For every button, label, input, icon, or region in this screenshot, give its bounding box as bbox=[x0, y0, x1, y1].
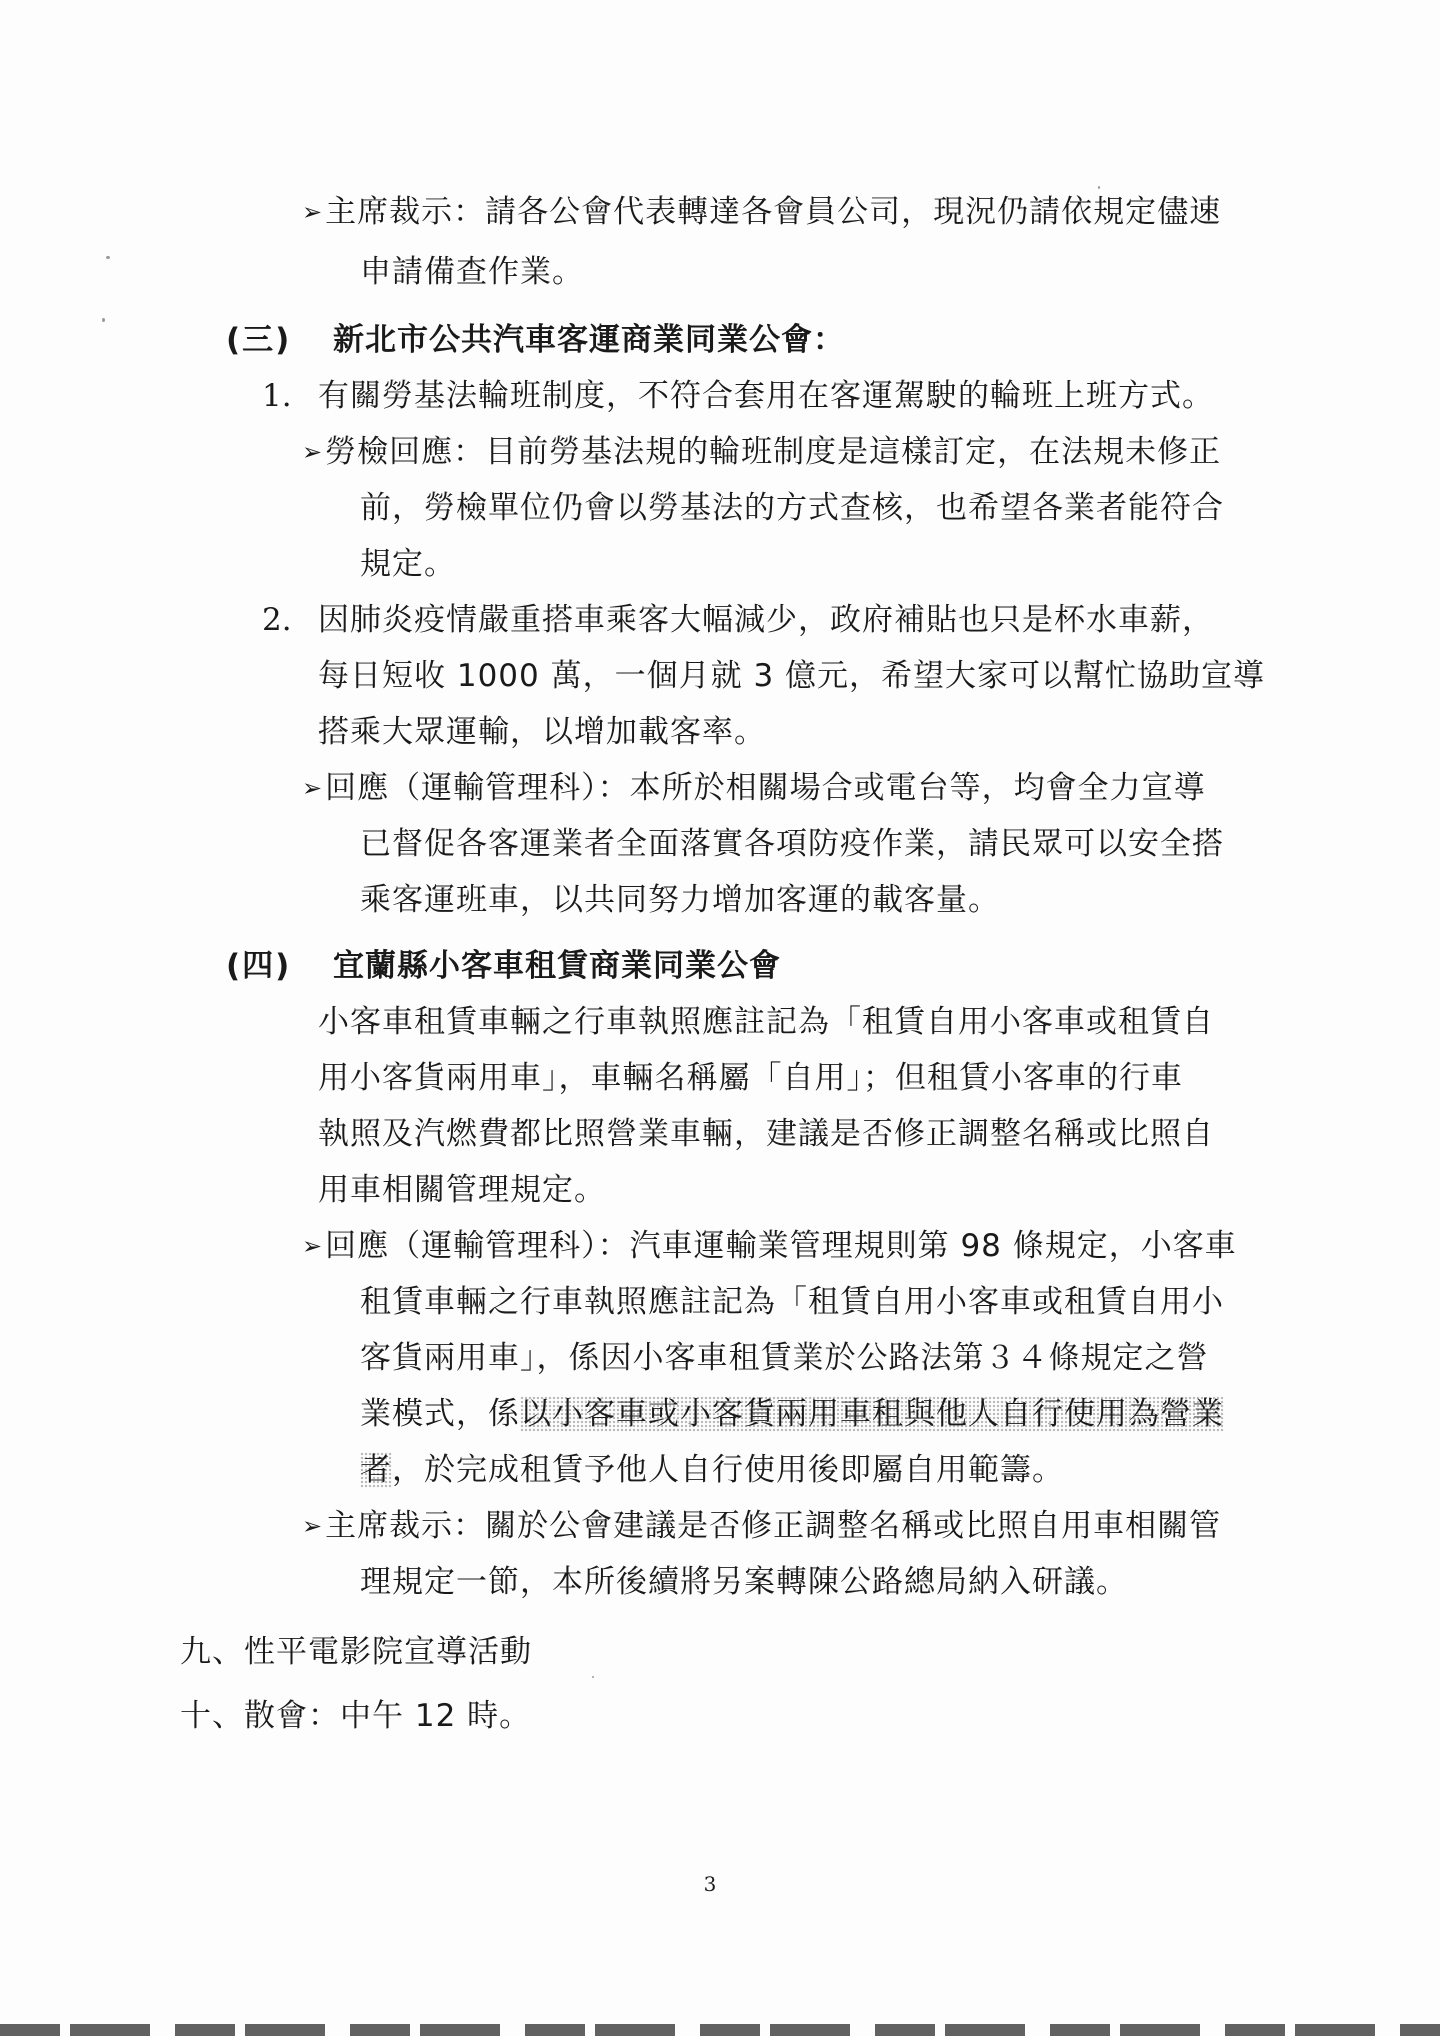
scan-speck bbox=[592, 1676, 594, 1678]
transport-response-2-line-1: ➢回應（運輸管理科）：汽車運輸業管理規則第 98 條規定，小客車 bbox=[302, 1228, 1237, 1264]
transport-response-line-1: ➢回應（運輸管理科）：本所於相關場合或電台等，均會全力宣導 bbox=[302, 770, 1206, 806]
scan-bottom-edge bbox=[0, 2024, 1440, 2036]
item-nine: 九、性平電影院宣導活動 bbox=[180, 1634, 532, 1670]
item-2-line-1: 因肺炎疫情嚴重搭車乘客大幅減少，政府補貼也只是杯水車薪， bbox=[318, 602, 1214, 638]
chairman-ruling-line-1: ➢主席裁示：請各公會代表轉達各會員公司，現況仍請依規定儘速 bbox=[302, 194, 1222, 230]
transport-response-2-line-5: 者，於完成租賃予他人自行使用後即屬自用範籌。 bbox=[360, 1452, 1064, 1488]
labor-response-line-3: 規定。 bbox=[360, 546, 456, 582]
transport-response-line-2: 已督促各客運業者全面落實各項防疫作業，請民眾可以安全搭 bbox=[360, 826, 1224, 862]
labor-response-line-1: ➢勞檢回應：目前勞基法規的輪班制度是這樣訂定，在法規未修正 bbox=[302, 434, 1222, 470]
section-4-para-line-1: 小客車租賃車輛之行車執照應註記為「租賃自用小客車或租賃自 bbox=[318, 1004, 1214, 1040]
item-1-number: 1. bbox=[262, 378, 292, 414]
scan-speck bbox=[106, 256, 110, 259]
section-4-para-line-4: 用車相關管理規定。 bbox=[318, 1172, 606, 1208]
chairman-ruling-2-line-1: ➢主席裁示：關於公會建議是否修正調整名稱或比照自用車相關管 bbox=[302, 1508, 1222, 1544]
scan-speck bbox=[1098, 186, 1100, 189]
section-4-number: (四) bbox=[226, 948, 292, 984]
chairman-ruling-line-2: 申請備查作業。 bbox=[360, 254, 584, 290]
section-4-title: 宜蘭縣小客車租賃商業同業公會 bbox=[333, 948, 781, 984]
item-ten: 十、散會：中午 12 時。 bbox=[180, 1698, 532, 1734]
transport-response-2-line-4: 業模式，係以小客車或小客貨兩用車租與他人自行使用為營業 bbox=[360, 1396, 1224, 1432]
item-2-number: 2. bbox=[262, 602, 292, 638]
arrowhead-bullet-icon: ➢ bbox=[302, 438, 324, 466]
section-3-title: 新北市公共汽車客運商業同業公會： bbox=[333, 322, 845, 358]
item-1-text: 有關勞基法輪班制度，不符合套用在客運駕駛的輪班上班方式。 bbox=[318, 378, 1214, 414]
page-number: 3 bbox=[703, 1872, 717, 1896]
chairman-ruling-2-line-2: 理規定一節，本所後續將另案轉陳公路總局納入研議。 bbox=[360, 1564, 1128, 1600]
highlighted-phrase-end: 者 bbox=[360, 1452, 392, 1488]
arrowhead-bullet-icon: ➢ bbox=[302, 198, 324, 226]
transport-response-2-line-2: 租賃車輛之行車執照應註記為「租賃自用小客車或租賃自用小 bbox=[360, 1284, 1224, 1320]
transport-response-2-line-3: 客貨兩用車」，係因小客車租賃業於公路法第３４條規定之營 bbox=[360, 1340, 1209, 1376]
section-4-para-line-3: 執照及汽燃費都比照營業車輛，建議是否修正調整名稱或比照自 bbox=[318, 1116, 1214, 1152]
transport-response-line-3: 乘客運班車，以共同努力增加客運的載客量。 bbox=[360, 882, 1000, 918]
arrowhead-bullet-icon: ➢ bbox=[302, 774, 324, 802]
labor-response-line-2: 前，勞檢單位仍會以勞基法的方式查核，也希望各業者能符合 bbox=[360, 490, 1224, 526]
section-3-number: (三) bbox=[226, 322, 292, 358]
highlighted-phrase: 以小客車或小客貨兩用車租與他人自行使用為營業 bbox=[520, 1396, 1224, 1432]
arrowhead-bullet-icon: ➢ bbox=[302, 1232, 324, 1260]
section-4-para-line-2: 用小客貨兩用車」，車輛名稱屬「自用」；但租賃小客車的行車 bbox=[318, 1060, 1183, 1096]
arrowhead-bullet-icon: ➢ bbox=[302, 1512, 324, 1540]
item-2-line-3: 搭乘大眾運輸，以增加載客率。 bbox=[318, 714, 766, 750]
scan-speck bbox=[102, 318, 105, 322]
item-2-line-2: 每日短收 1000 萬，一個月就 3 億元，希望大家可以幫忙協助宣導 bbox=[318, 658, 1266, 694]
